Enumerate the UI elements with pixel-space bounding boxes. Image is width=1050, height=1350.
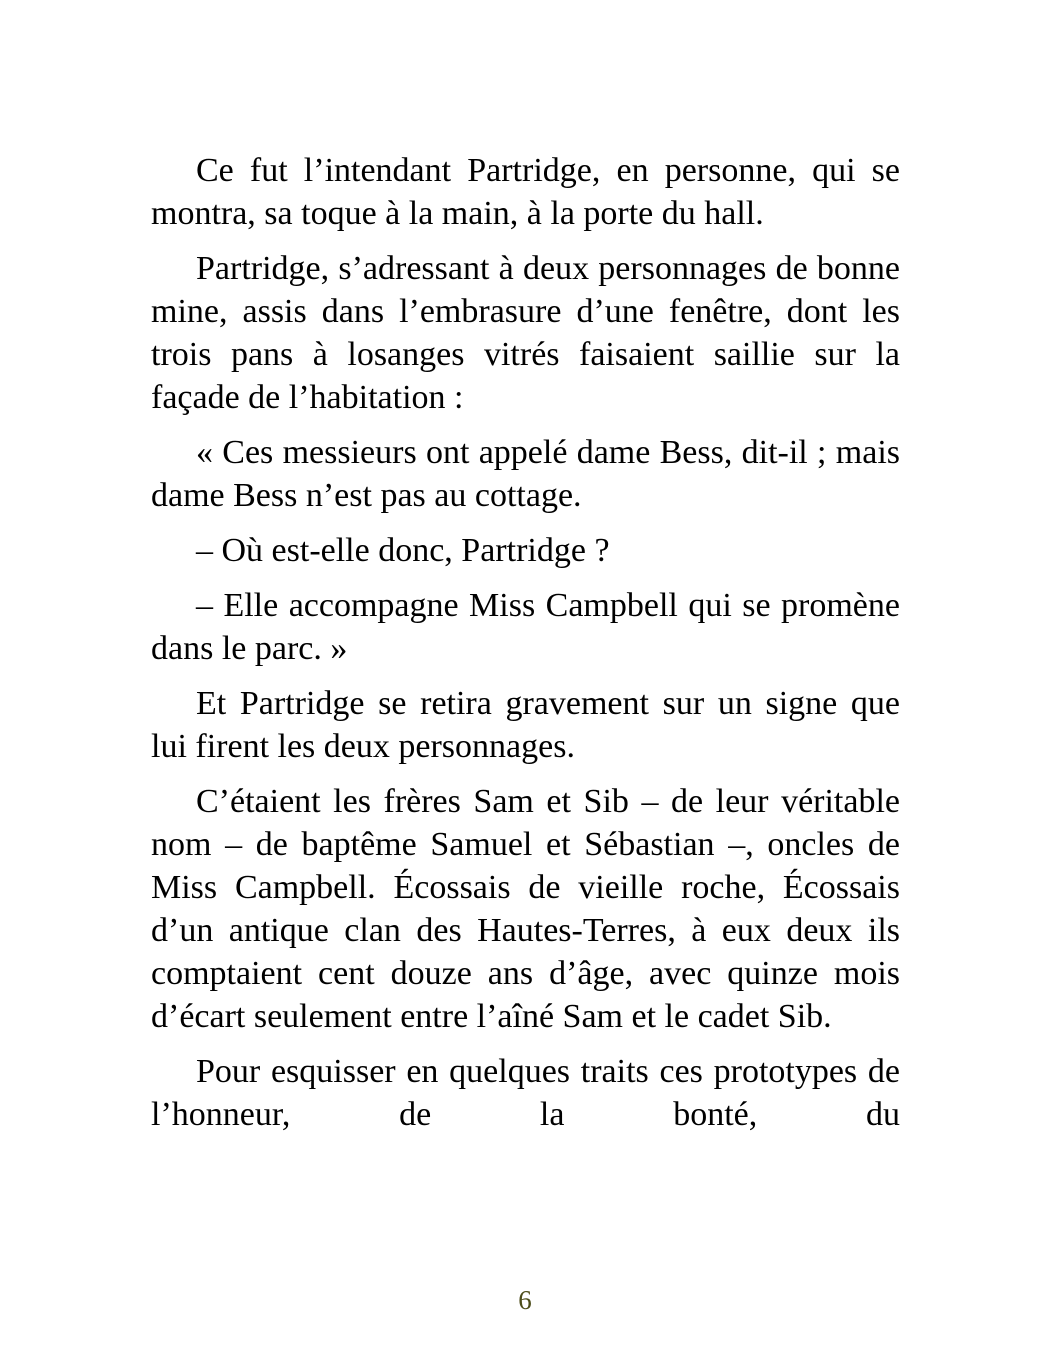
paragraph-7: C’étaient les frères Sam et Sib – de leur véritable nom – de baptême Samuel et Sébastian –, oncles de Miss Campbell. Écossais de vieille roche, Écossais d’un antique clan des Hautes-Terres, à eux deux ils comptaient cent douze ans d’âge, avec quinze mois d’écart seulement entre l’aîné Sam et le cadet Sib. <box>151 783 900 1035</box>
paragraph-8: Pour esquisser en quelques traits ces prototypes de l’honneur, de la bonté, du <box>151 1053 900 1133</box>
paragraph-6: Et Partridge se retira gravement sur un signe que lui firent les deux personnages. <box>151 685 900 765</box>
page-body <box>151 149 900 1148</box>
paragraph-4: – Où est-elle donc, Partridge ? <box>196 532 610 569</box>
paragraph-1: Ce fut l’intendant Partridge, en personne, qui se montra, sa toque à la main, à la porte du hall. <box>151 152 900 232</box>
paragraph-5: – Elle accompagne Miss Campbell qui se promène dans le parc. » <box>151 587 900 667</box>
paragraph-3: « Ces messieurs ont appelé dame Bess, dit-il ; mais dame Bess n’est pas au cottage. <box>151 434 900 514</box>
paragraph-2: Partridge, s’adressant à deux personnages de bonne mine, assis dans l’embrasure d’une fenêtre, dont les trois pans à losanges vitrés faisaient saillie sur la façade de l’habitation : <box>151 250 900 416</box>
page-number: 6 <box>518 1285 532 1315</box>
